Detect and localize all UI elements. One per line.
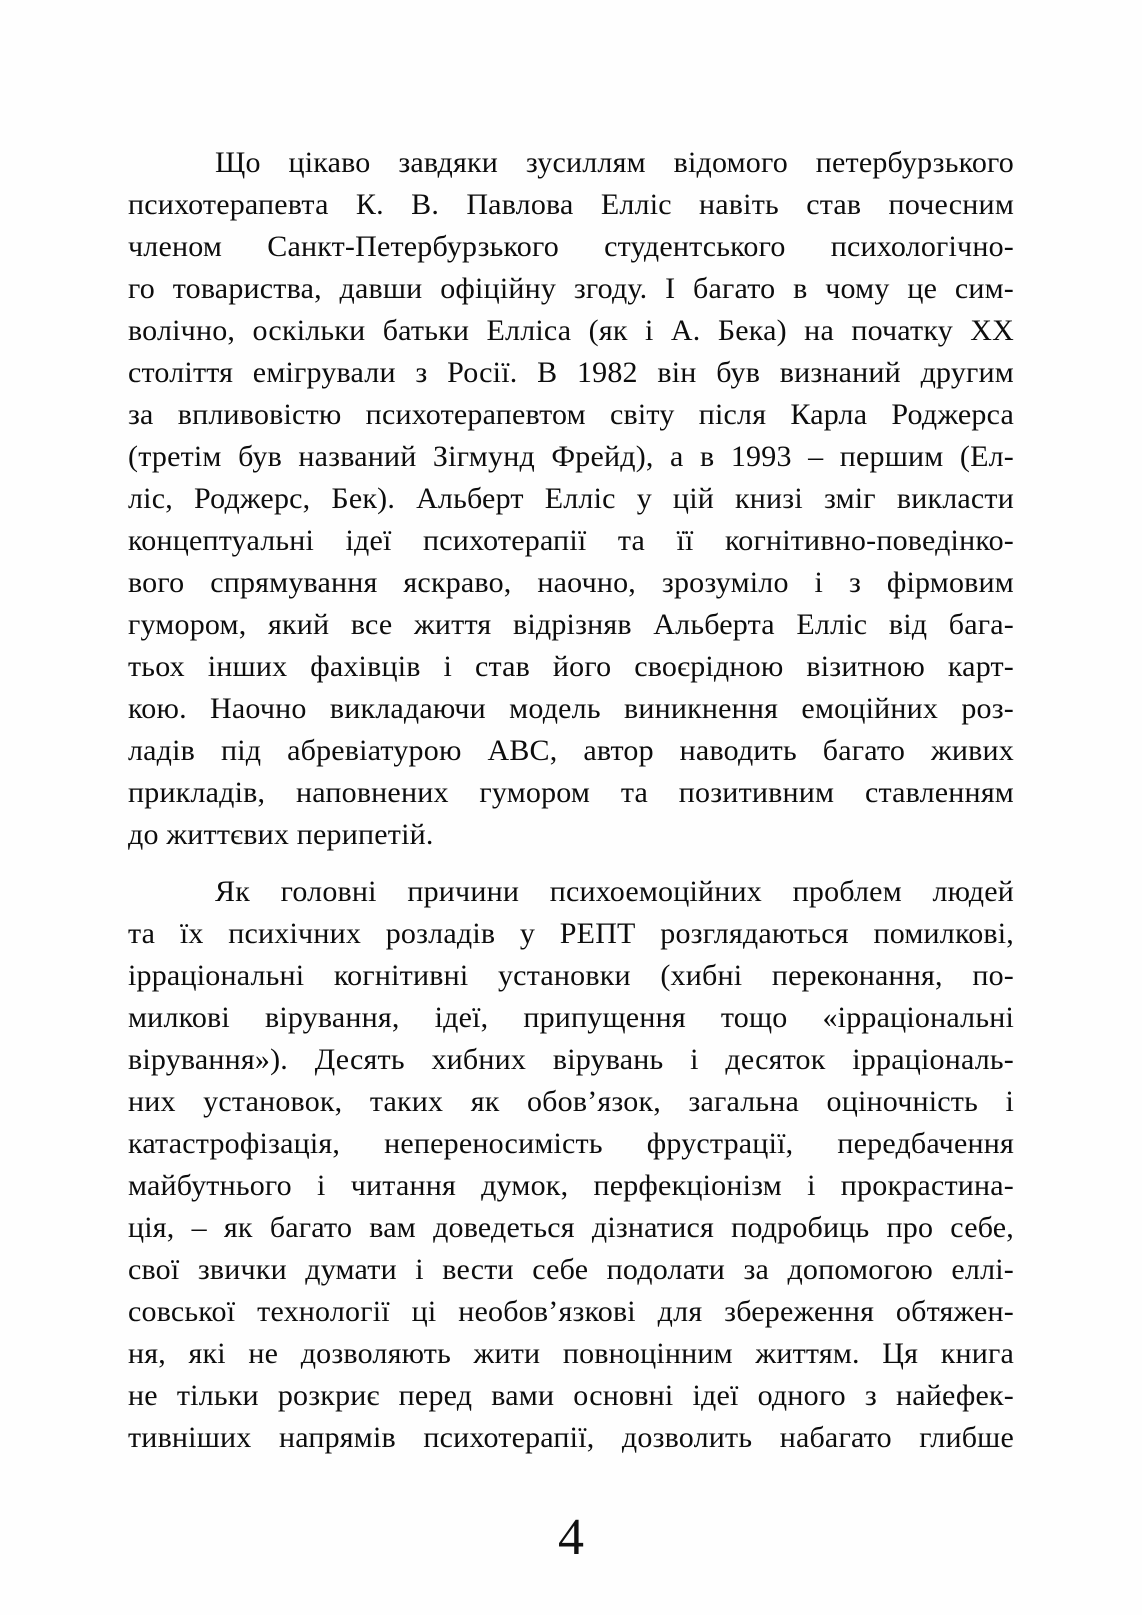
text-line: свої звички думати і вести себе подолати за допомогою еллі- (128, 1253, 1014, 1286)
text-line: ірраціональні когнітивні установки (хибні переконання, по- (128, 959, 1014, 992)
text-line: не тільки розкриє перед вами основні ідеї одного з найефек- (128, 1379, 1014, 1412)
text-line: ліс, Роджерс, Бек). Альберт Елліс у цій книзі зміг викласти (128, 482, 1014, 515)
text-line: катастрофізація, непереносимість фрустрації, передбачення (128, 1127, 1014, 1160)
page-number: 4 (558, 1509, 584, 1566)
text-line: кою. Наочно викладаючи модель виникнення емоційних роз- (128, 692, 1014, 725)
text-line: Як головні причини психоемоційних проблем людей (215, 875, 1014, 908)
text-line: психотерапевта К. В. Павлова Елліс навіть став почесним (128, 188, 1014, 221)
text-line: них установок, таких як обов’язок, загальна оціночність і (128, 1085, 1014, 1118)
paragraph-1 (128, 142, 1014, 856)
text-line: гумором, який все життя відрізняв Альберта Елліс від бага- (128, 608, 1014, 641)
text-line: го товариства, давши офіційну згоду. І багато в чому це сим- (128, 272, 1014, 305)
text-line: вірування»). Десять хибних вірувань і десяток ірраціональ- (128, 1043, 1014, 1076)
text-line: тивніших напрямів психотерапії, дозволить набагато глибше (128, 1421, 1014, 1454)
text-line: (третім був названий Зігмунд Фрейд), а в 1993 – першим (Ел- (128, 440, 1014, 473)
text-line: концептуальні ідеї психотерапії та її когнітивно-поведінко- (128, 524, 1014, 557)
text-line: волічно, оскільки батьки Елліса (як і А. Бека) на початку ХХ (128, 314, 1014, 347)
text-line: майбутнього і читання думок, перфекціонізм і прокрастина- (128, 1169, 1014, 1202)
text-block (128, 142, 1014, 1459)
text-line: совської технології ці необов’язкові для збереження обтяжен- (128, 1295, 1014, 1328)
text-line: прикладів, наповнених гумором та позитивним ставленням (128, 776, 1014, 809)
text-line: тьох інших фахівців і став його своєрідною візитною карт- (128, 650, 1014, 683)
text-line: Що цікаво завдяки зусиллям відомого петербурзького (215, 146, 1014, 179)
text-line: та їх психічних розладів у РЕПТ розглядаються помилкові, (128, 917, 1014, 950)
text-line: ладів під абревіатурою ABC, автор наводить багато живих (128, 734, 1014, 767)
text-line: століття емігрували з Росії. В 1982 він був визнаний другим (128, 356, 1014, 389)
text-line: до життєвих перипетій. (128, 818, 434, 851)
text-line: за впливовістю психотерапевтом світу після Карла Роджерса (128, 398, 1014, 431)
text-line: членом Санкт-Петербурзького студентського психологічно- (128, 230, 1014, 263)
paragraph-2 (128, 871, 1014, 1459)
text-line: вого спрямування яскраво, наочно, зрозуміло і з фірмовим (128, 566, 1014, 599)
text-line: милкові вірування, ідеї, припущення тощо «ірраціональні (128, 1001, 1014, 1034)
text-line: ня, які не дозволяють жити повноцінним життям. Ця книга (128, 1337, 1014, 1370)
text-line: ція, – як багато вам доведеться дізнатися подробиць про себе, (128, 1211, 1014, 1244)
